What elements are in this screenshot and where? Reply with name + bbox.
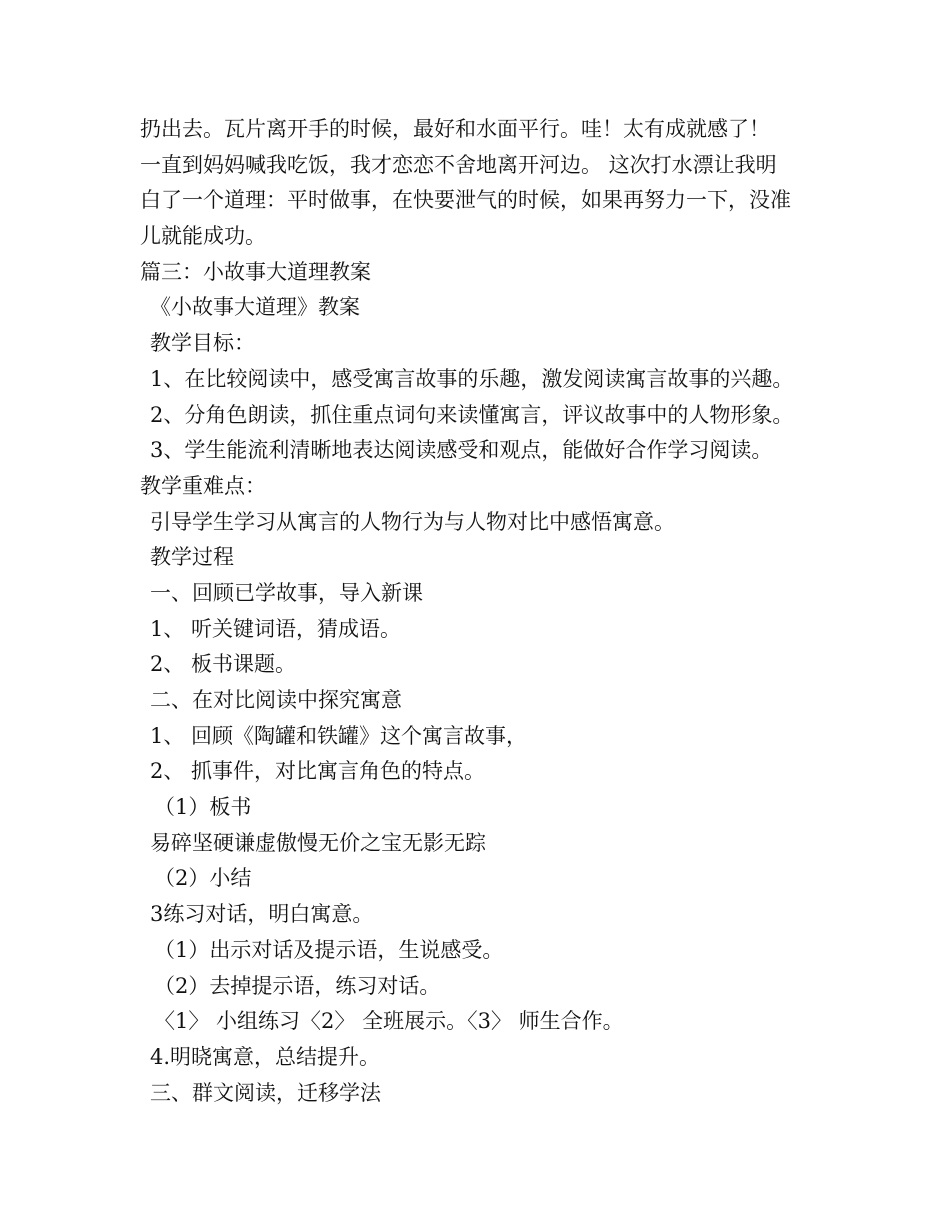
process-item: 1、 听关键词语，猜成语。 (150, 616, 402, 641)
goal-item: 2、分角色朗读，抓住重点词句来读懂寓言，评议故事中的人物形象。 (150, 402, 794, 427)
process-item: 3练习对话，明白寓意。 (150, 902, 374, 927)
paragraph-line: 白了一个道理：平时做事，在快要泄气的时候，如果再努力一下，没准 (140, 188, 791, 213)
process-step-heading: 三、群文阅读，迁移学法 (150, 1080, 381, 1105)
paragraph-line: 扔出去。瓦片离开手的时候，最好和水面平行。哇！太有成就感了！ (140, 117, 770, 141)
process-item: 2、 抓事件，对比寓言角色的特点。 (150, 759, 486, 784)
teaching-goals-heading: 教学目标： (150, 331, 255, 356)
paragraph-line: 一直到妈妈喊我吃饭，我才恋恋不舍地离开河边。 这次打水漂让我明 (140, 152, 777, 177)
key-points-heading: 教学重难点： (140, 473, 266, 498)
process-item: 1、 回顾《陶罐和铁罐》这个寓言故事， (150, 723, 528, 748)
document-title: 《小故事大道理》教案 (150, 295, 360, 320)
key-points-text: 引导学生学习从寓言的人物行为与人物对比中感悟寓意。 (150, 509, 675, 534)
paragraph-line: 儿就能成功。 (140, 224, 266, 249)
goal-item: 3、学生能流利清晰地表达阅读感受和观点，能做好合作学习阅读。 (150, 438, 773, 463)
process-subitem: （1）板书 (154, 795, 252, 820)
process-subitem: （1）出示对话及提示语，生说感受。 (154, 937, 504, 962)
process-subitem: （2）去掉提示语，练习对话。 (154, 973, 441, 998)
process-heading: 教学过程 (150, 545, 234, 570)
process-step-heading: 二、在对比阅读中探究寓意 (150, 688, 402, 712)
process-subitem: （2）小结 (154, 866, 252, 891)
process-step-heading: 一、回顾已学故事，导入新课 (150, 580, 423, 605)
document-body (140, 112, 830, 1111)
process-item: 4.明晓寓意，总结提升。 (150, 1044, 381, 1069)
process-item: 2、 板书课题。 (150, 652, 297, 677)
goal-item: 1、在比较阅读中，感受寓言故事的乐趣，激发阅读寓言故事的兴趣。 (150, 366, 794, 391)
section-heading: 篇三：小故事大道理教案 (140, 259, 371, 284)
process-subitem: 〈1〉 小组练习〈2〉 全班展示。〈3〉 师生合作。 (154, 1009, 624, 1034)
board-words: 易碎坚硬谦虚傲慢无价之宝无影无踪 (150, 830, 486, 855)
